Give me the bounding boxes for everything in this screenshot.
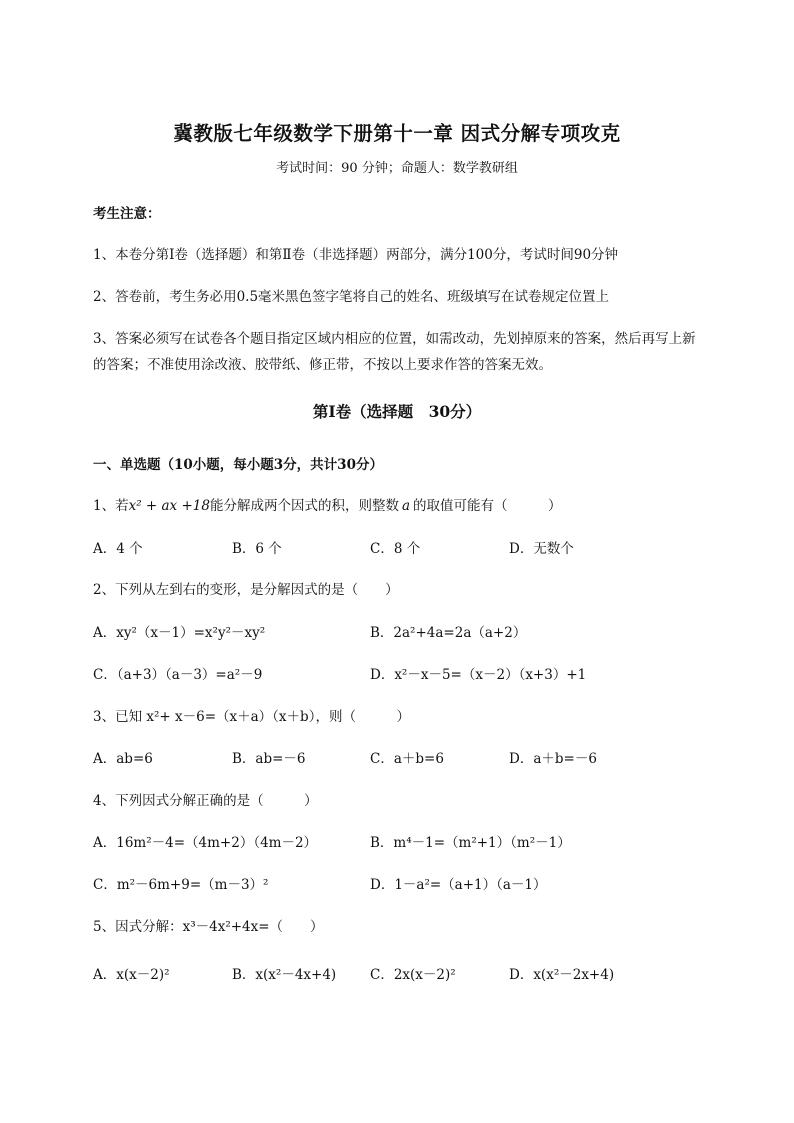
q3-option-a[interactable]: A．ab=6: [93, 751, 153, 767]
q1-math: x² + ax +18: [128, 498, 210, 514]
q1-suffix: 能分解成两个因式的积，则整数: [209, 498, 399, 514]
q5-option-a[interactable]: A．x(x－2)²: [93, 967, 170, 983]
q1-option-a[interactable]: A．4 个: [93, 541, 143, 557]
q2-option-b[interactable]: B．2a²+4a=2a（a+2）: [370, 625, 527, 641]
q4-option-b[interactable]: B．m⁴－1=（m²+1）（m²－1）: [370, 835, 571, 851]
notice-heading: 考生注意：: [93, 206, 161, 222]
q3-option-d[interactable]: D．a＋b=－6: [509, 751, 597, 767]
q2-option-c[interactable]: C．（a+3）（a－3）=a²－9: [93, 667, 263, 683]
q5-option-d[interactable]: D．x(x²－2x+4): [509, 967, 615, 983]
question-3-stem: 3、已知 x²+ x－6=（x＋a）（x＋b），则（ ）: [93, 709, 410, 725]
notice-item-3-cont: 的答案；不准使用涂改液、胶带纸、修正带，不按以上要求作答的答案无效。: [93, 357, 552, 373]
exam-subtitle: 考试时间：90 分钟；命题人：数学教研组: [276, 161, 518, 176]
q4-option-a[interactable]: A．16m²－4=（4m+2）（4m－2）: [93, 835, 318, 851]
section-title: 第Ⅰ卷（选择题 30分）: [312, 402, 482, 421]
part-title: 一、单选题（10小题，每小题3分，共计30分）: [93, 457, 383, 473]
notice-item-1: 1、本卷分第Ⅰ卷（选择题）和第Ⅱ卷（非选择题）两部分，满分100分，考试时间90分钟: [93, 247, 619, 263]
q1-prefix: 1、若: [93, 498, 129, 514]
question-5-stem: 5、因式分解：x³－4x²+4x=（ ）: [93, 919, 324, 935]
q5-option-b[interactable]: B．x(x²－4x+4): [232, 967, 337, 983]
q1-option-d[interactable]: D．无数个: [509, 541, 574, 557]
question-4-stem: 4、下列因式分解正确的是（ ）: [93, 793, 318, 809]
q3-option-c[interactable]: C．a＋b=6: [370, 751, 444, 767]
question-1-stem: [93, 494, 562, 514]
question-2-stem: 2、下列从左到右的变形，是分解因式的是（ ）: [93, 582, 399, 598]
q2-option-a[interactable]: A．xy²（x－1）=x²y²－xy²: [93, 625, 266, 641]
q5-option-c[interactable]: C．2x(x－2)²: [370, 967, 456, 983]
q2-option-d[interactable]: D．x²－x－5=（x－2）（x+3）+1: [370, 667, 587, 683]
page-title: 冀教版七年级数学下册第十一章 因式分解专项攻克: [173, 122, 621, 145]
q4-option-d[interactable]: D．1－a²=（a+1）（a－1）: [370, 877, 547, 893]
notice-item-3: 3、答案必须写在试卷各个题目指定区域内相应的位置，如需改动，先划掉原来的答案，然后再写上新: [93, 331, 696, 347]
q1-option-c[interactable]: C．8 个: [370, 541, 421, 557]
q4-option-c[interactable]: C．m²－6m+9=（m－3）²: [93, 877, 269, 893]
q3-option-b[interactable]: B．ab=－6: [232, 751, 306, 767]
q1-option-b[interactable]: B．6 个: [232, 541, 282, 557]
q1-var: a: [401, 498, 411, 514]
q1-end: 的取值可能有（ ）: [413, 498, 562, 514]
notice-item-2: 2、答卷前，考生务必用0.5毫米黑色签字笔将自己的姓名、班级填写在试卷规定位置上: [93, 289, 610, 305]
